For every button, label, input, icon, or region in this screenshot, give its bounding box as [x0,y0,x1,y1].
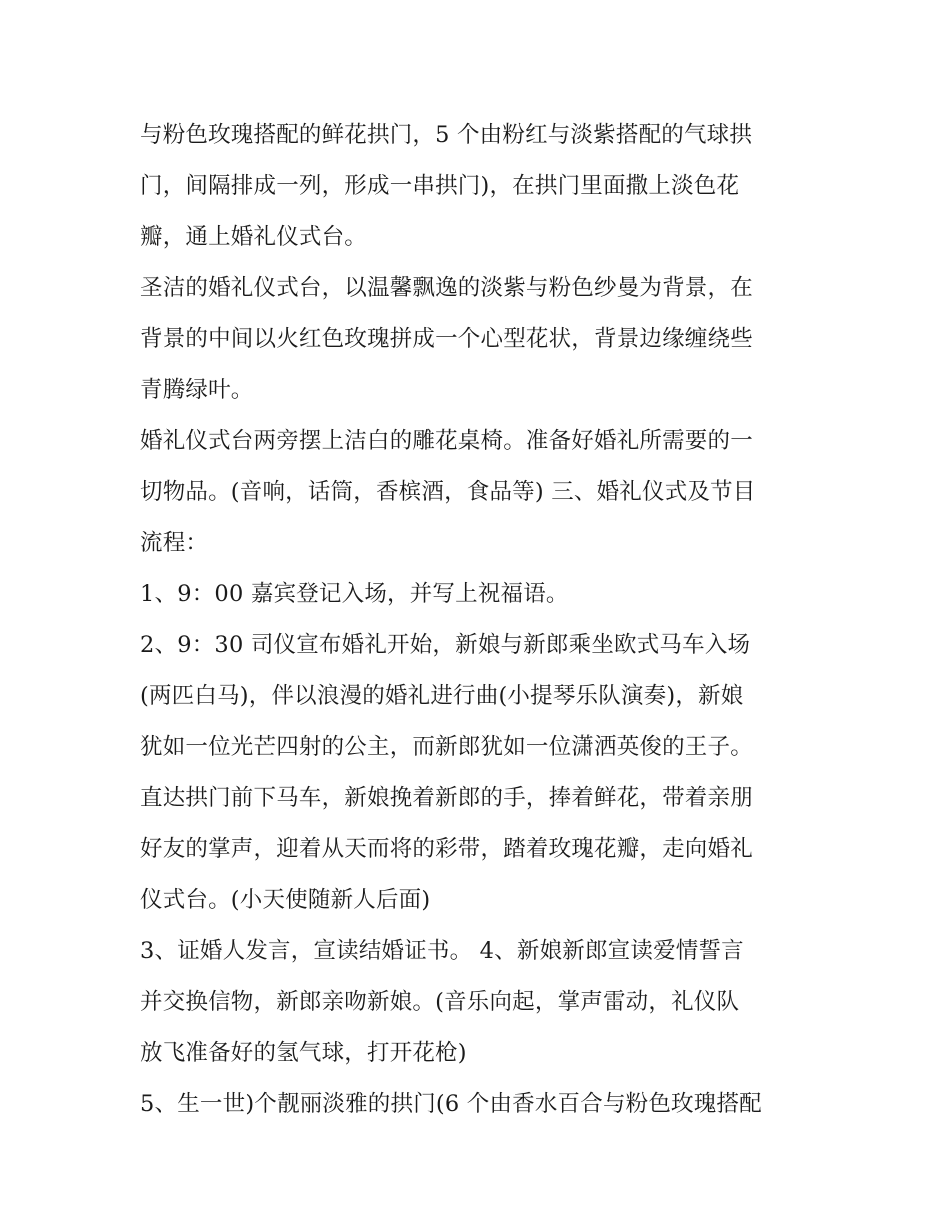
text-line: 放飞准备好的氢气球，打开花枪) [140,1040,467,1066]
text-line: 1、9：00 嘉宾登记入场，并写上祝福语。 [140,581,569,607]
text-line: (两匹白马)，伴以浪漫的婚礼进行曲(小提琴乐队演奏)，新娘 [140,683,744,709]
text-line: 2、9：30 司仪宣布婚礼开始，新娘与新郎乘坐欧式马车入场 [140,632,751,658]
text-line: 瓣，通上婚礼仪式台。 [140,224,368,250]
text-line: 婚礼仪式台两旁摆上洁白的雕花桌椅。准备好婚礼所需要的一 [140,428,753,454]
text-line: 圣洁的婚礼仪式台，以温馨飘逸的淡紫与粉色纱曼为背景，在 [140,275,753,301]
text-line: 与粉色玫瑰搭配的鲜花拱门，5 个由粉红与淡紫搭配的气球拱 [140,122,753,148]
document-body [140,110,820,1130]
text-line: 犹如一位光芒四射的公主，而新郎犹如一位潇洒英俊的王子。 [140,734,753,760]
text-line: 流程： [140,530,209,556]
text-line: 门，间隔排成一列，形成一串拱门)，在拱门里面撒上淡色花 [140,173,740,199]
text-line: 青腾绿叶。 [140,377,254,403]
text-line: 并交换信物，新郎亲吻新娘。(音乐向起，掌声雷动，礼仪队 [140,989,740,1015]
text-line: 3、证婚人发言，宣读结婚证书。 4、新娘新郎宣读爱情誓言 [140,938,744,964]
text-line: 好友的掌声，迎着从天而将的彩带，踏着玫瑰花瓣，走向婚礼 [140,836,753,862]
text-line: 直达拱门前下马车，新娘挽着新郎的手，捧着鲜花，带着亲朋 [140,785,753,811]
text-line: 切物品。(音响，话筒，香槟酒，食品等) 三、婚礼仪式及节目 [140,479,756,505]
text-line: 5、生一世)个靓丽淡雅的拱门(6 个由香水百合与粉色玫瑰搭配 [140,1091,762,1117]
text-line: 背景的中间以火红色玫瑰拼成一个心型花状，背景边缘缠绕些 [140,326,753,352]
text-line: 仪式台。(小天使随新人后面) [140,887,431,913]
